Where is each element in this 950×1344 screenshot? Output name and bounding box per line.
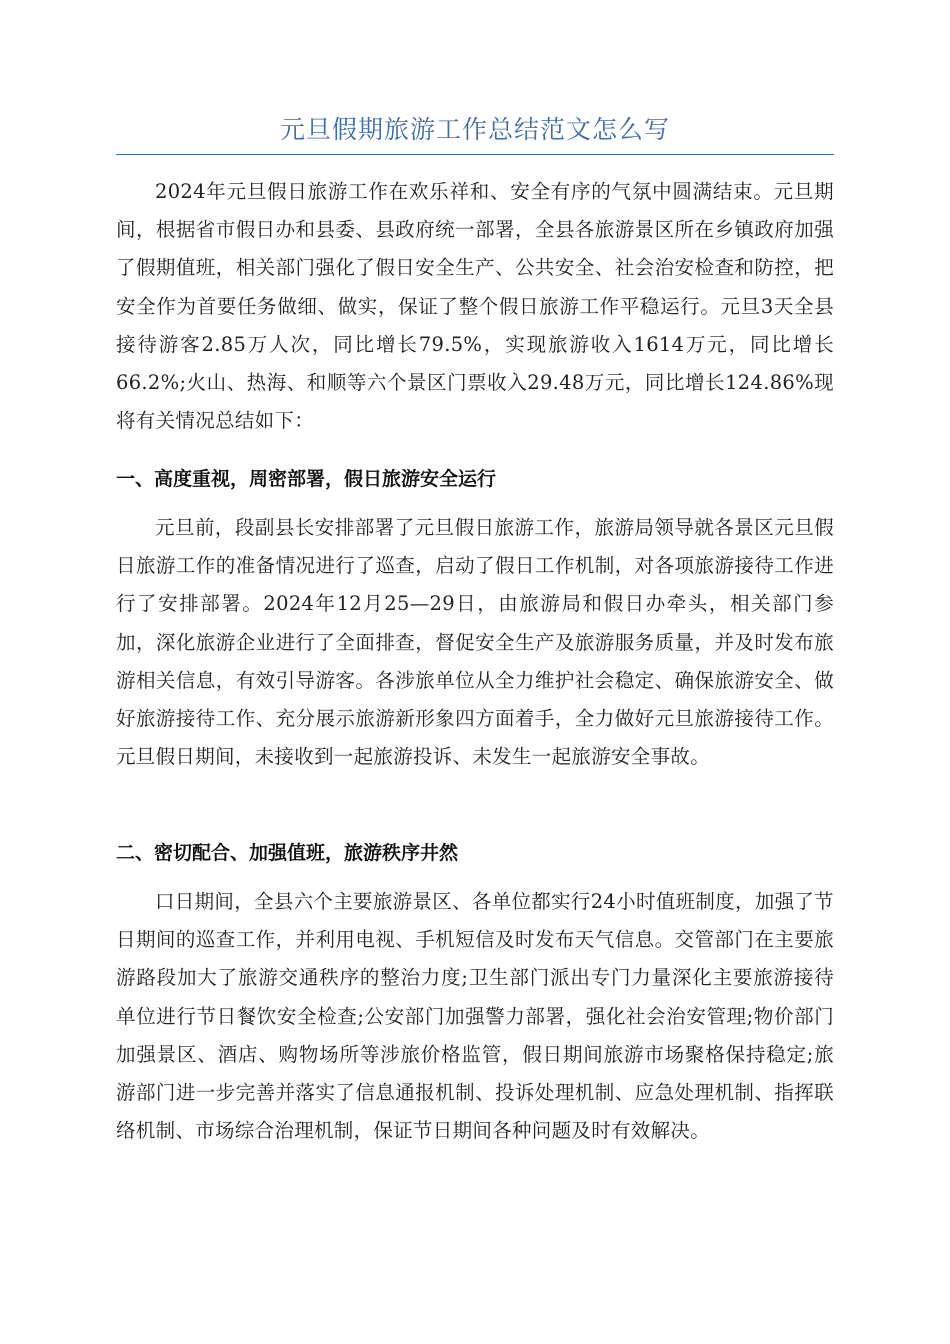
section-1-paragraph: 元旦前，段副县长安排部署了元旦假日旅游工作，旅游局领导就各景区元旦假日旅游工作的准备情况进行了巡查，启动了假日工作机制，对各项旅游接待工作进行了安排部署。2024年12月25—29日，由旅游局和假日办牵头，相关部门参加，深化旅游企业进行了全面排查，督促安全生产及旅游服务质量，并及时发布旅游相关信息，有效引导游客。各涉旅单位从全力维护社会稳定、确保旅游安全、做好旅游接待工作、充分展示旅游新形象四方面着手，全力做好元旦旅游接待工作。元旦假日期间，未接收到一起旅游投诉、未发生一起旅游安全事故。 (116, 516, 834, 769)
section-heading-1: 一、高度重视，周密部署，假日旅游安全运行 (116, 468, 497, 490)
page-title: 元旦假期旅游工作总结范文怎么写 (279, 115, 670, 144)
section-heading-2: 二、密切配合、加强值班，旅游秩序井然 (116, 842, 459, 864)
intro-paragraph: 2024年元旦假日旅游工作在欢乐祥和、安全有序的气氛中圆满结束。元旦期间，根据省市假日办和县委、县政府统一部署，全县各旅游景区所在乡镇政府加强了假期值班，相关部门强化了假日安全生产、公共安全、社会治安检查和防控，把安全作为首要任务做细、做实，保证了整个假日旅游工作平稳运行。元旦3天全县接待游客2.85万人次，同比增长79.5%，实现旅游收入1614万元，同比增长66.2%;火山、热海、和顺等六个景区门票收入29.48万元，同比增长124.86%现将有关情况总结如下： (116, 180, 834, 433)
title-underline (116, 154, 834, 155)
section-2-paragraph: 口日期间，全县六个主要旅游景区、各单位都实行24小时值班制度，加强了节日期间的巡查工作，并利用电视、手机短信及时发布天气信息。交管部门在主要旅游路段加大了旅游交通秩序的整治力度;卫生部门派出专门力量深化主要旅游接待单位进行节日餐饮安全检查;公安部门加强警力部署，强化社会治安管理;物价部门加强景区、酒店、购物场所等涉旅价格监管，假日期间旅游市场聚格保持稳定;旅游部门进一步完善并落实了信息通报机制、投诉处理机制、应急处理机制、指挥联络机制、市场综合治理机制，保证节日期间各种问题及时有效解决。 (116, 890, 834, 1143)
